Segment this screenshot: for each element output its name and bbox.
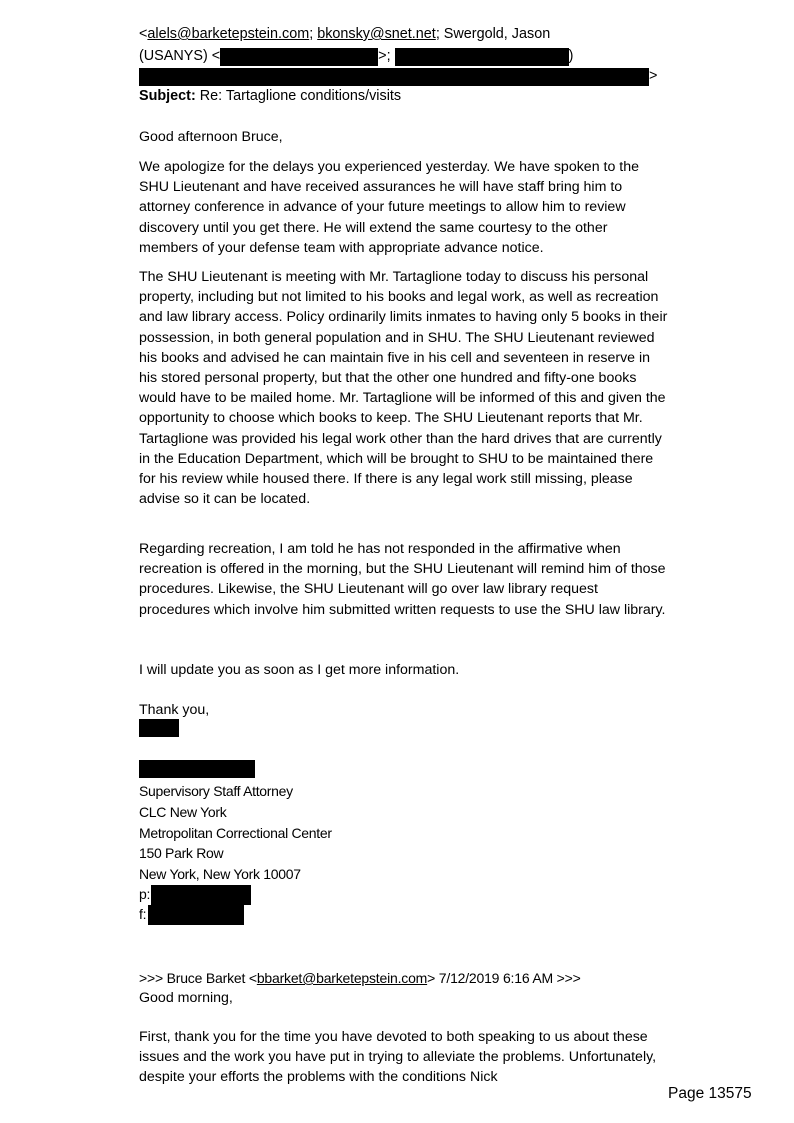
redacted-full-name — [139, 760, 255, 778]
cc-sep: ; — [309, 26, 318, 42]
redaction-block — [139, 68, 649, 86]
closing: Thank you, — [139, 702, 210, 718]
signature-city: New York, New York 10007 — [139, 866, 301, 882]
forwarded-prefix: >>> Bruce Barket < — [139, 970, 257, 986]
redaction-block — [148, 905, 244, 925]
cc-line-usanys — [139, 46, 573, 66]
email-line-end: > — [649, 68, 658, 84]
redaction-block — [151, 885, 251, 905]
signature-org: CLC New York — [139, 804, 227, 820]
cc-separator: >; — [378, 48, 391, 64]
subject-text: Re: Tartaglione conditions/visits — [195, 88, 402, 104]
cc-org: (USANYS) < — [139, 48, 221, 64]
cc-email-2[interactable]: bkonsky@snet.net — [317, 26, 436, 42]
page-number: Page 13575 — [668, 1085, 752, 1102]
forwarded-paragraph — [139, 1027, 669, 1088]
signature-street: 150 Park Row — [139, 845, 224, 861]
subject-label: Subject: — [139, 88, 196, 104]
email-line-redacted — [139, 66, 657, 86]
redaction-block — [220, 48, 378, 66]
greeting: Good afternoon Bruce, — [139, 129, 283, 145]
subject-line — [139, 86, 401, 106]
cc-line-cutoff: <alels@barketepstein.com; bkonsky@snet.net; Swergold, Jason — [139, 26, 551, 42]
body-paragraph-3 — [139, 539, 669, 620]
update-line: I will update you as soon as I get more information. — [139, 662, 460, 678]
forwarded-email-link[interactable]: bbarket@barketepstein.com — [256, 970, 428, 986]
paragraph-text: The SHU Lieutenant is meeting with Mr. Tartaglione today to discuss his personal property, including but not limited to his books and legal work, as well as recreation and law library access. Policy ordinarily limits inmates to having only 5 books in their possession, in both general population and in SHU. The SHU Lieutenant reviewed his books and advised he can maintain five in his cell and seventeen in reserve in his stored personal property, but that the other one hundred and fifty-one books would have to be mailed home. Mr. Tartaglione will be informed of this and given the opportunity to choose which books to keep. The SHU Lieutenant reports that Mr. Tartaglione was provided his legal work other than the hard drives that are currently in the Education Department, which will be brought to SHU to be maintained there for his review while housed there. If there is any legal work still missing, please advise so it can be located. — [139, 269, 668, 508]
cc-email-1[interactable]: alels@barketepstein.com — [147, 26, 310, 42]
paragraph-text: Regarding recreation, I am told he has not responded in the affirmative when recreation is offered in the morning, but the SHU Lieutenant will remind him of those procedures. Likewise, the SHU Lieutenant will go over law library request procedures which involve him submitted written requests to use the SHU law library. — [139, 541, 666, 618]
paragraph-text: We apologize for the delays you experienced yesterday. We have spoken to the SHU Lieutenant and have received assurances he will have staff bring him to attorney conference in advance of your future meetings to allow him to review discovery until you get there. He will extend the same courtesy to the other members of your defense team with appropriate advance notice. — [139, 159, 640, 256]
signature-fax — [139, 904, 244, 925]
body-paragraph-1 — [139, 157, 669, 258]
redaction-block — [395, 48, 569, 66]
signature-phone — [139, 884, 251, 905]
signature-title: Supervisory Staff Attorney — [139, 783, 293, 799]
forwarded-suffix: > 7/12/2019 6:16 AM >>> — [427, 970, 581, 986]
cc-close-paren: ) — [568, 48, 574, 64]
redacted-first-name — [139, 719, 179, 737]
signature-facility: Metropolitan Correctional Center — [139, 825, 332, 841]
body-paragraph-2 — [139, 267, 669, 509]
fax-label: f: — [139, 906, 147, 922]
cc-name: ; Swergold, Jason — [435, 26, 551, 42]
forwarded-greeting: Good morning, — [139, 990, 233, 1006]
phone-label: p: — [139, 886, 151, 902]
paragraph-text: First, thank you for the time you have devoted to both speaking to us about these issues and the work you have put in trying to alleviate the problems. Unfortunately, despite your efforts the problems with the conditions Nick — [139, 1029, 657, 1086]
forwarded-header — [139, 968, 581, 988]
